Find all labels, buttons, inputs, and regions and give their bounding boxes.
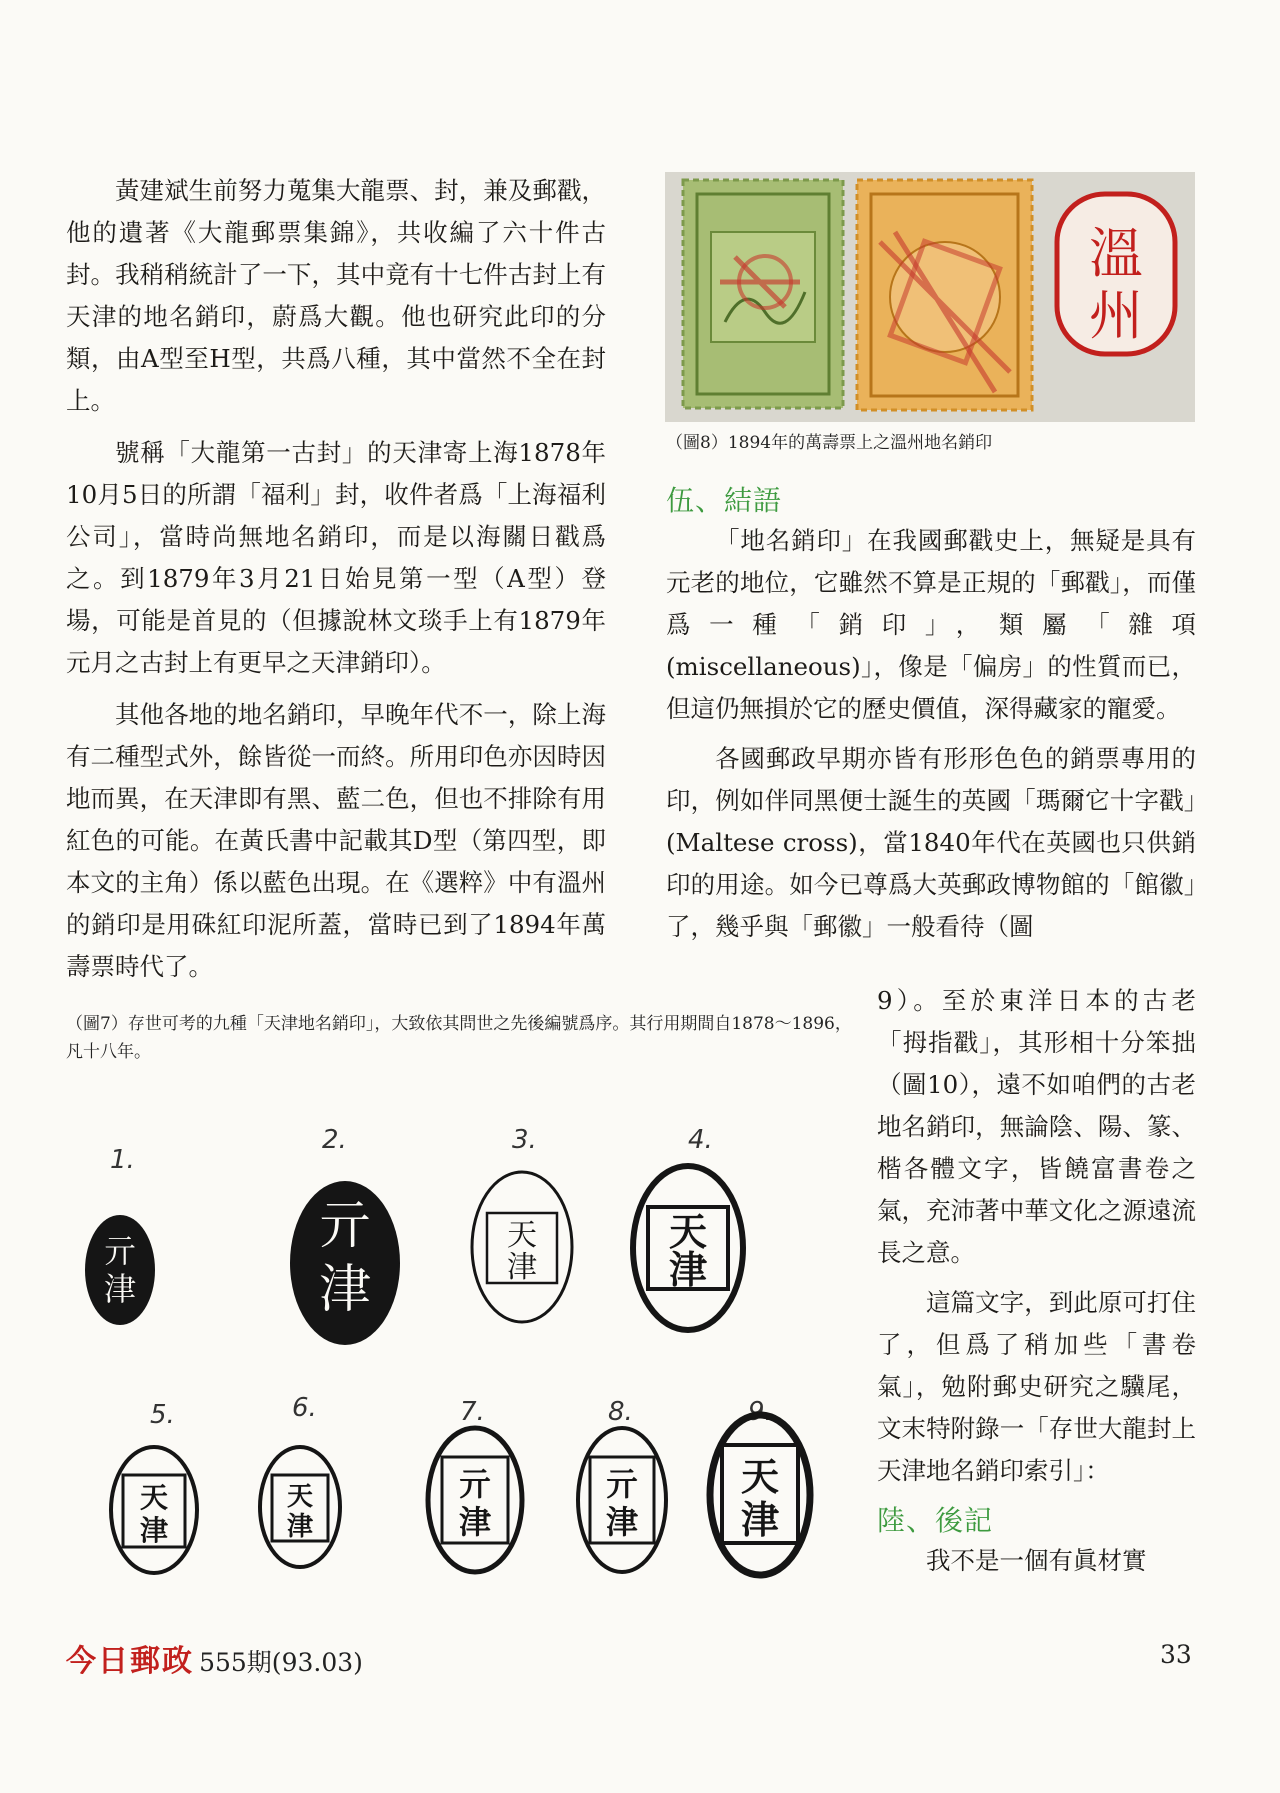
figure8-caption: （圖8）1894年的萬壽票上之溫州地名銷印 bbox=[666, 433, 993, 453]
seal-8-icon bbox=[578, 1428, 666, 1572]
paragraph: 各國郵政早期亦皆有形形色色的銷票專用的印，例如伴同黑便士誕生的英國「瑪爾它十字戳」(Maltese cross)，當1840年代在英國也只供銷印的用途。如今已尊爲大英郵政博物館的「館徽」了，幾乎與「郵徽」一般看待（圖 bbox=[666, 744, 1196, 941]
svg-text:天: 天 bbox=[507, 1218, 537, 1253]
footer bbox=[66, 1636, 363, 1680]
section5-heading: 伍、結語 bbox=[666, 484, 783, 517]
stamps-illustration bbox=[665, 172, 1195, 422]
svg-text:亓: 亓 bbox=[605, 1465, 639, 1503]
svg-text:津: 津 bbox=[103, 1270, 137, 1308]
seal-label: 6. bbox=[292, 1393, 317, 1423]
svg-text:亓: 亓 bbox=[318, 1196, 372, 1256]
svg-text:津: 津 bbox=[458, 1503, 492, 1541]
svg-text:津: 津 bbox=[139, 1514, 169, 1547]
paragraph: 黃建斌生前努力蒐集大龍票、封，兼及郵戳，他的遺著《大龍郵票集錦》，共收編了六十件古封。我稍稍統計了一下，其中竟有十七件古封上有天津的地名銷印，蔚爲大觀。他也研究此印的分類，由A型至H型，共爲八種，其中當然不全在封上。 bbox=[66, 176, 606, 415]
seal-label: 3. bbox=[512, 1125, 537, 1155]
seal-9-icon bbox=[710, 1415, 810, 1575]
seal-label: 5. bbox=[150, 1400, 175, 1430]
seal-7-icon bbox=[428, 1428, 522, 1572]
magazine-logo: 今日郵政 bbox=[66, 1644, 194, 1679]
seal-label: 2. bbox=[322, 1125, 347, 1155]
seal-label: 1. bbox=[110, 1145, 135, 1175]
svg-text:津: 津 bbox=[286, 1512, 314, 1542]
figure7-seals bbox=[60, 1115, 860, 1645]
seal-label: 7. bbox=[460, 1397, 485, 1427]
issue-number: 555期(93.03) bbox=[199, 1648, 363, 1677]
orange-stamp bbox=[857, 180, 1032, 410]
svg-text:天: 天 bbox=[286, 1482, 314, 1512]
svg-text:津: 津 bbox=[318, 1260, 372, 1320]
seal-3-icon bbox=[472, 1172, 572, 1322]
svg-text:溫: 溫 bbox=[1089, 222, 1143, 285]
seal-1-icon bbox=[85, 1215, 155, 1325]
svg-text:津: 津 bbox=[507, 1250, 537, 1285]
seal-label: 9. bbox=[748, 1397, 773, 1427]
page-number: 33 bbox=[1160, 1640, 1192, 1669]
seal-6-icon bbox=[260, 1447, 340, 1567]
section5-continued bbox=[877, 980, 1196, 1582]
paragraph: 「地名銷印」在我國郵戳史上，無疑是具有元老的地位，它雖然不算是正規的「郵戳」，而僅爲一種「銷印」，類屬「雜項(miscellaneous)」，像是「偏房」的性質而已，但這仍無損於它的歷史價值，深得藏家的寵愛。 bbox=[666, 526, 1196, 723]
svg-text:亓: 亓 bbox=[458, 1465, 492, 1503]
paragraph: 我不是一個有眞材實 bbox=[926, 1546, 1147, 1575]
left-column bbox=[66, 170, 606, 988]
svg-text:天: 天 bbox=[740, 1455, 780, 1499]
paragraph: 9）。至於東洋日本的古老「拇指戳」，其形相十分笨拙（圖10），遠不如咱們的古老地名銷印，無論陰、陽、篆、楷各體文字，皆饒富書卷之氣，充沛著中華文化之源遠流長之意。 bbox=[877, 986, 1196, 1267]
seal-2-icon bbox=[290, 1181, 400, 1345]
figure7-caption: （圖7）存世可考的九種「天津地名銷印」，大致依其問世之先後編號爲序。其行用期間自1878～1896，凡十八年。 bbox=[66, 1014, 852, 1062]
green-stamp bbox=[683, 180, 843, 408]
svg-text:州: 州 bbox=[1089, 284, 1143, 347]
paragraph: 這篇文字，到此原可打住了，但爲了稍加些「書卷氣」，勉附郵史研究之驥尾，文末特附錄一「存世大龍封上天津地名銷印索引」： bbox=[877, 1288, 1196, 1485]
seal-4-icon bbox=[633, 1166, 743, 1330]
figure8-photo bbox=[665, 172, 1195, 422]
paragraph: 號稱「大龍第一古封」的天津寄上海1878年10月5日的所謂「福利」封，收件者爲「上海福利公司」，當時尚無地名銷印，而是以海關日戳爲之。到1879年3月21日始見第一型（A型）登場，可能是首見的（但據說林文琰手上有1879年元月之古封上有更早之天津銷印）。 bbox=[66, 438, 606, 677]
svg-text:津: 津 bbox=[605, 1503, 639, 1541]
svg-text:天: 天 bbox=[668, 1210, 708, 1254]
seals-drawing bbox=[60, 1115, 860, 1645]
svg-text:天: 天 bbox=[139, 1481, 169, 1514]
svg-text:亓: 亓 bbox=[103, 1232, 137, 1270]
section6-heading: 陸、後記 bbox=[877, 1504, 994, 1537]
paragraph: 其他各地的地名銷印，早晚年代不一，除上海有二種型式外，餘皆從一而終。所用印色亦因時因地而異，在天津即有黑、藍二色，但也不排除有用紅色的可能。在黃氏書中記載其D型（第四型，即本文的主角）係以藍色出現。在《選粹》中有溫州的銷印是用硃紅印泥所蓋，當時已到了1894年萬壽票時代了。 bbox=[66, 700, 606, 981]
seal-label: 4. bbox=[688, 1125, 713, 1155]
svg-text:津: 津 bbox=[668, 1248, 708, 1292]
seal-5-icon bbox=[111, 1447, 197, 1573]
seal-label: 8. bbox=[608, 1397, 633, 1427]
svg-text:津: 津 bbox=[740, 1498, 780, 1542]
section5 bbox=[666, 482, 1196, 948]
wenzhou-seal-icon bbox=[1057, 194, 1175, 354]
